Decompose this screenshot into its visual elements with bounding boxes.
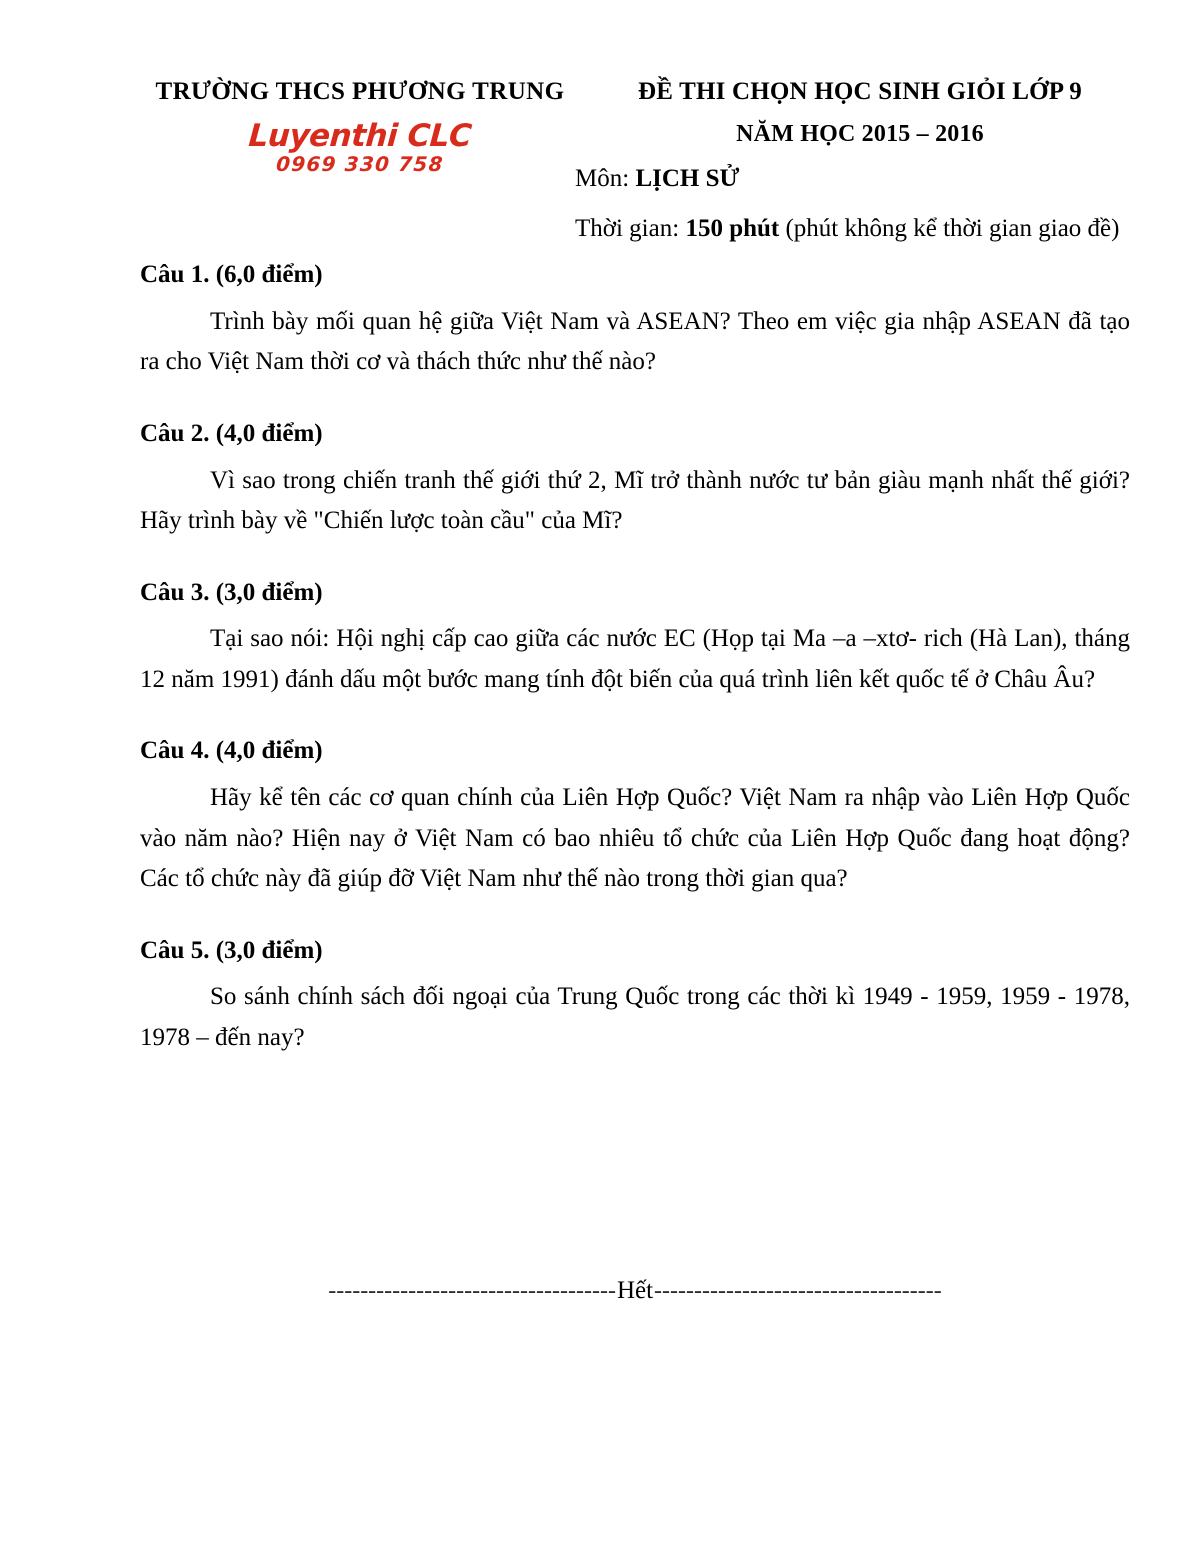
logo-wordmark: Luyenthi CLC — [247, 117, 473, 154]
subject-value: LỊCH SỬ — [635, 165, 740, 193]
header-left-column — [140, 78, 580, 174]
logo-phone-number: 0969 330 758 — [275, 151, 445, 176]
question-block-3 — [140, 576, 1130, 701]
question-heading: Câu 5. (3,0 điểm) — [140, 936, 323, 964]
question-block-2 — [140, 417, 1130, 542]
question-heading: Câu 4. (4,0 điểm) — [140, 737, 323, 765]
question-body: Hãy kể tên các cơ quan chính của Liên Hợp Quốc? Việt Nam ra nhập vào Liên Hợp Quốc vào năm nào? Hiện nay ở Việt Nam có bao nhiêu tổ chức của Liên Hợp Quốc đang hoạt động? Các tổ chức này đã giúp đỡ Việt Nam như thế nào trong thời gian qua? — [140, 784, 1130, 892]
subject-line — [575, 164, 1145, 194]
question-body: Tại sao nói: Hội nghị cấp cao giữa các nước EC (Họp tại Ma –a –xtơ- rich (Hà Lan), tháng 12 năm 1991) đánh dấu một bước mang tính đột biến của quá trình liên kết quốc tế ở Châu Âu? — [140, 625, 1130, 693]
school-name: TRƯỜNG THCS PHƯƠNG TRUNG — [155, 78, 565, 105]
footer-dashes-right: ------------------------------------ — [654, 1278, 942, 1303]
time-label: Thời gian: — [575, 215, 680, 243]
question-heading: Câu 3. (3,0 điểm) — [140, 578, 323, 606]
question-block-1 — [140, 258, 1130, 383]
exam-school-year: NĂM HỌC 2015 – 2016 — [736, 120, 984, 147]
time-note: (phút không kể thời gian giao đề) — [785, 215, 1120, 243]
questions-container — [140, 258, 1130, 1092]
question-heading: Câu 1. (6,0 điểm) — [140, 261, 323, 288]
question-block-5 — [140, 934, 1130, 1059]
question-body: Trình bày mối quan hệ giữa Việt Nam và ASEAN? Theo em việc gia nhập ASEAN đã tạo ra cho Việt Nam thời cơ và thách thức như thế nào? — [140, 307, 1130, 376]
time-value: 150 phút — [685, 215, 780, 243]
luyenthi-clc-logo — [140, 117, 580, 176]
exam-title: ĐỀ THI CHỌN HỌC SINH GIỎI LỚP 9 — [637, 78, 1083, 105]
question-body: Vì sao trong chiến tranh thế giới thứ 2, Mĩ trở thành nước tư bản giàu mạnh nhất thế giới? Hãy trình bày về "Chiến lược toàn cầu" của Mĩ? — [140, 466, 1130, 534]
time-allowed-line — [575, 214, 1145, 244]
footer-dashes-left: ------------------------------------ — [328, 1278, 616, 1303]
subject-label: Môn: — [575, 165, 630, 193]
document-header — [0, 0, 1200, 243]
question-block-4 — [140, 734, 1130, 899]
question-body: So sánh chính sách đối ngoại của Trung Quốc trong các thời kì 1949 - 1959, 1959 - 1978, 1978 – đến nay? — [140, 983, 1130, 1051]
question-heading: Câu 2. (4,0 điểm) — [140, 419, 323, 447]
header-right-column — [575, 78, 1145, 244]
end-of-paper-marker — [140, 1278, 1130, 1303]
footer-end-word: Hết — [616, 1277, 654, 1304]
